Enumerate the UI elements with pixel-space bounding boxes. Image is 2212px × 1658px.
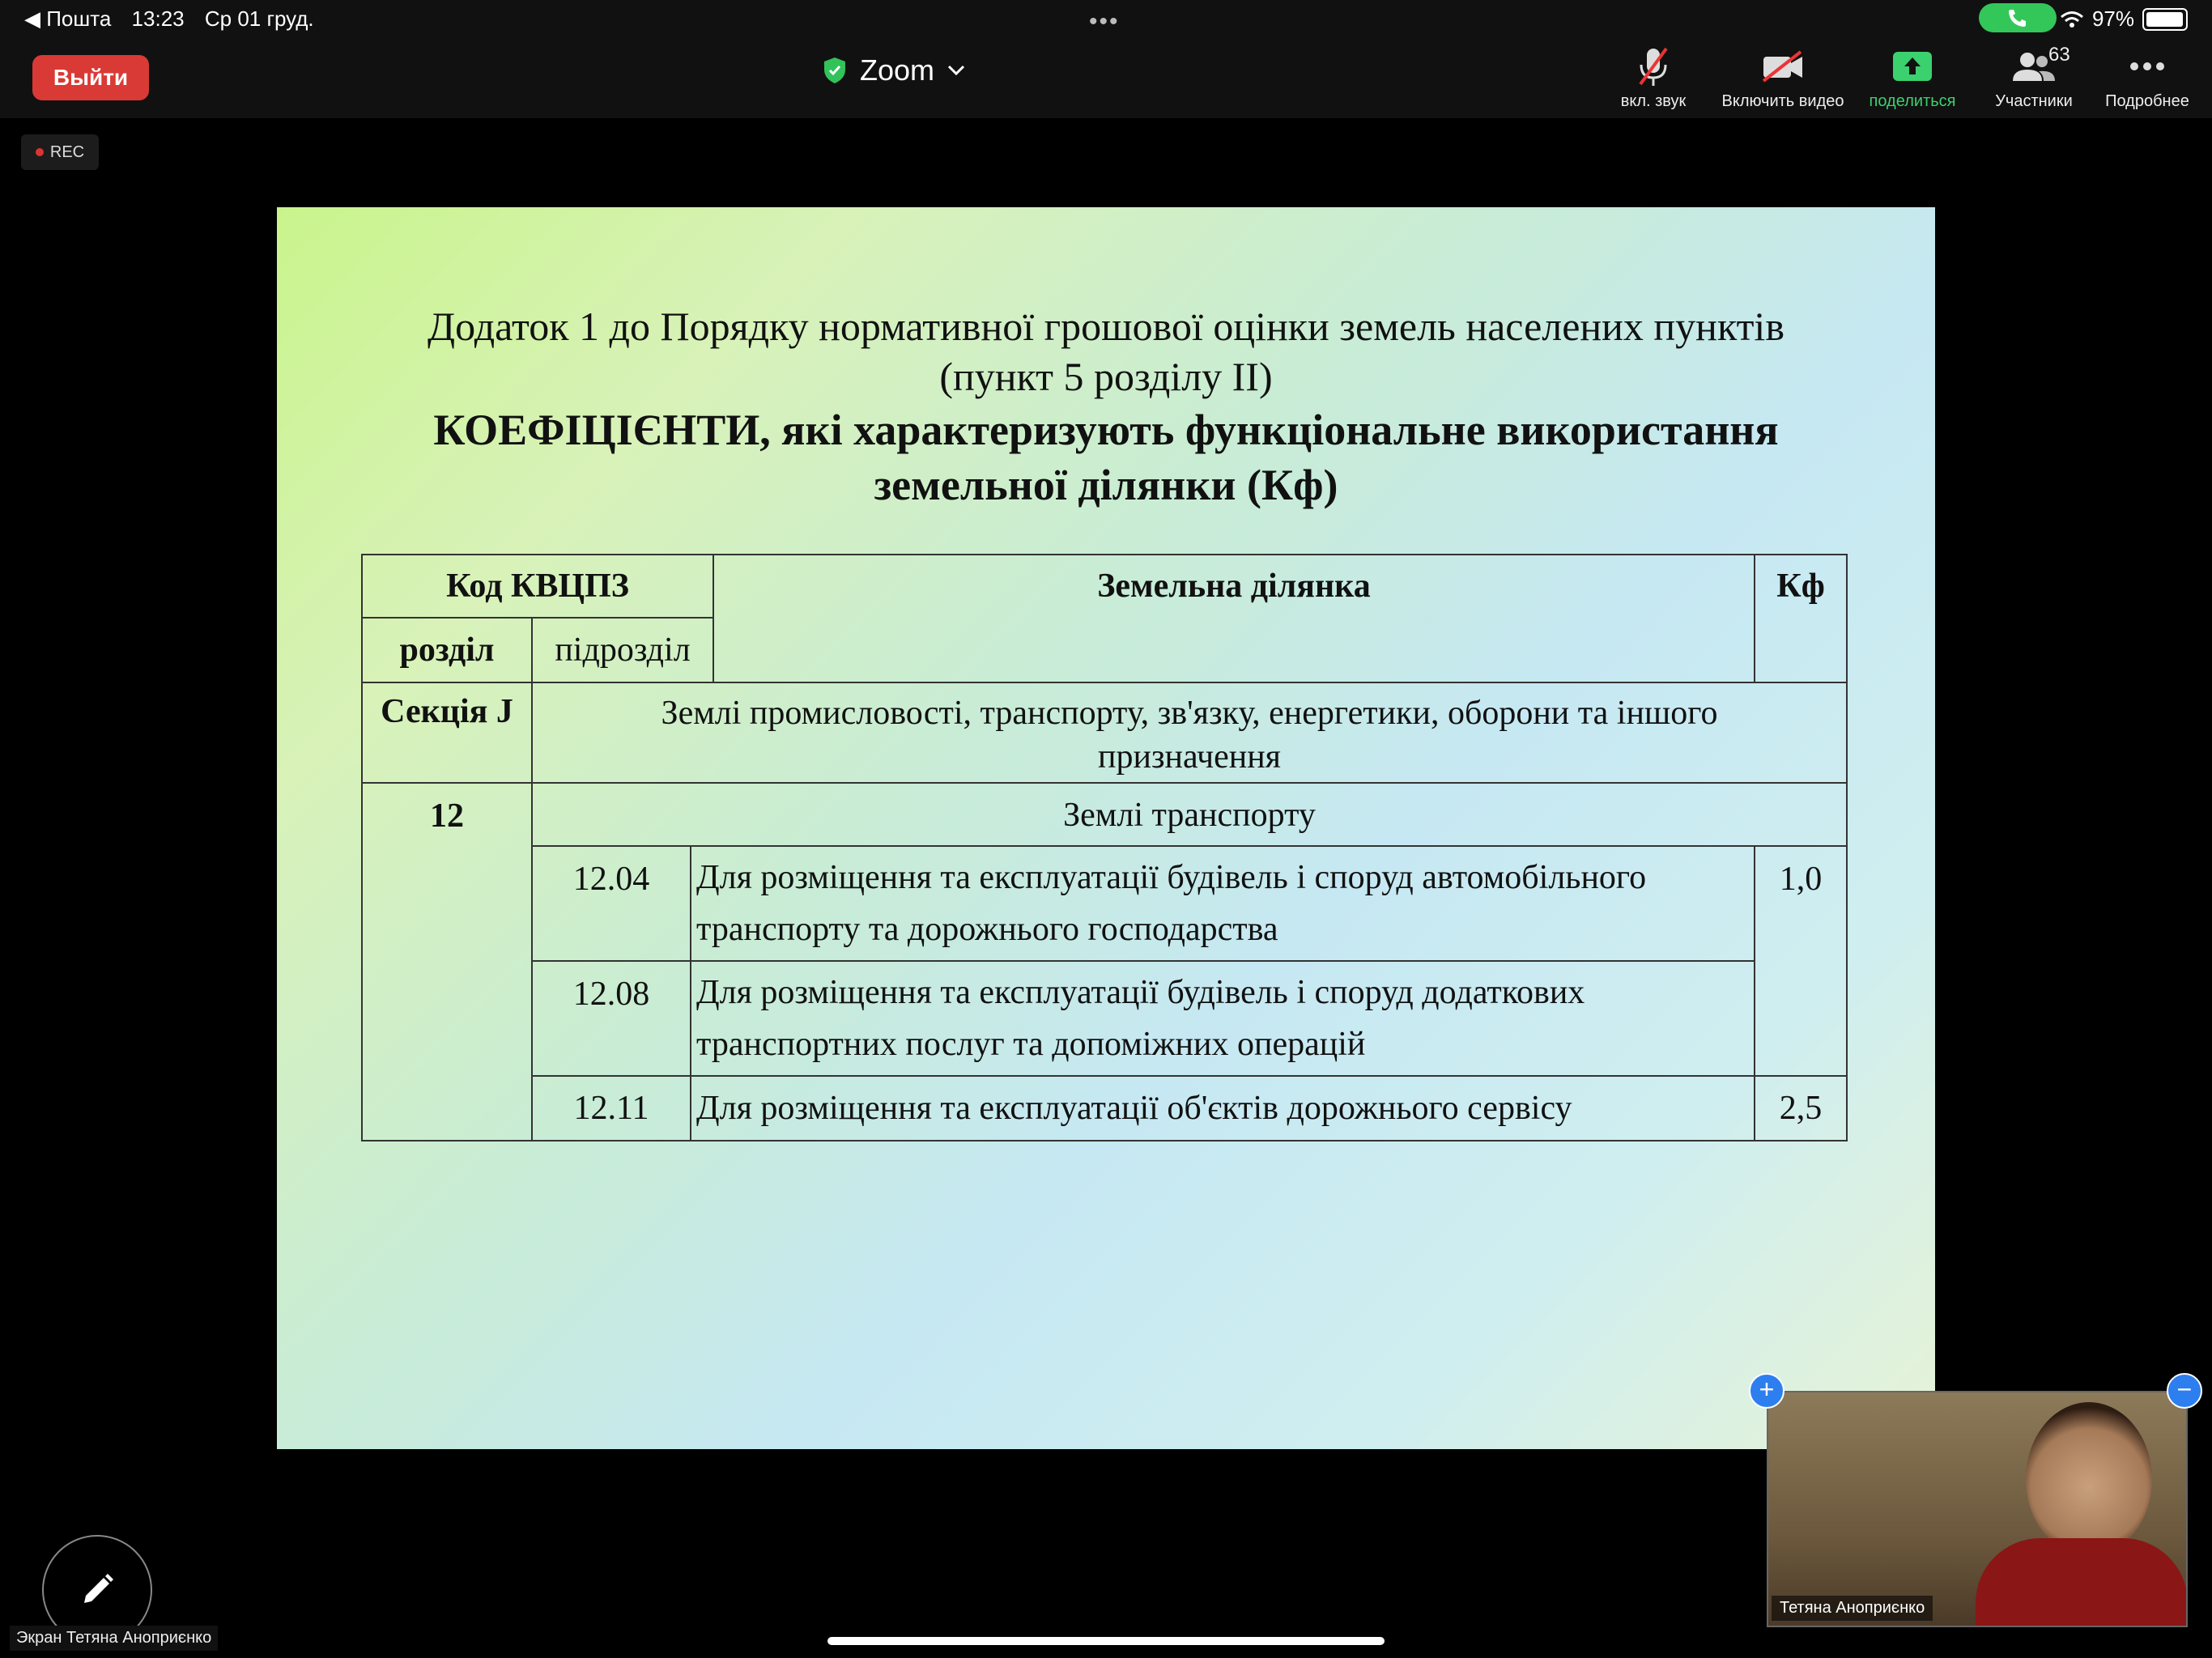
row-12-08-description-line-1: Для розміщення та експлуатації будівель і споруд додаткових <box>696 974 1585 1011</box>
status-bar-left <box>24 6 329 32</box>
shield-check-icon <box>823 57 847 84</box>
pencil-icon <box>78 1571 117 1609</box>
row-12-08-code: 12.08 <box>531 960 691 1077</box>
row-12-08-description <box>690 960 1755 1077</box>
more-button[interactable] <box>2074 45 2212 111</box>
row-12-11-code: 12.11 <box>531 1075 691 1141</box>
battery-icon <box>2142 8 2188 31</box>
participants-count: 63 <box>2048 44 2070 66</box>
battery-percent: 97% <box>2091 6 2134 31</box>
home-indicator[interactable] <box>827 1637 1385 1645</box>
status-date: Ср 01 груд. <box>204 6 314 31</box>
slide-heading-line-2: (пункт 5 розділу II) <box>939 354 1273 399</box>
expand-video-button[interactable]: + <box>1749 1373 1784 1409</box>
more-label: Подробнее <box>2105 92 2189 110</box>
call-status-pill[interactable] <box>1979 3 2057 32</box>
start-video-label: Включить видео <box>1721 92 1844 110</box>
section-j-description-line-1: Землі промисловості, транспорту, зв'язку, енергетики, оборони та іншого <box>661 695 1718 732</box>
section-j-description-line-2: призначення <box>1097 738 1282 776</box>
phone-icon <box>2006 8 2027 28</box>
row-12-04-description-line-2: транспорту та дорожнього господарства <box>696 911 1278 948</box>
unmute-button[interactable] <box>1580 45 1726 111</box>
row-12-04-kf: 1,0 <box>1754 845 1848 1077</box>
table-header-plot: Земельна ділянка <box>713 554 1755 683</box>
muted-mic-icon <box>1580 45 1726 87</box>
start-video-button[interactable] <box>1710 45 1856 111</box>
row-12-11-description: Для розміщення та експлуатації об'єктів дорожнього сервісу <box>690 1075 1755 1141</box>
recording-indicator <box>21 134 99 170</box>
status-bar-right <box>2060 6 2188 32</box>
row-12-04-description-line-1: Для розміщення та експлуатації будівель і споруд автомобільного <box>696 859 1647 896</box>
shared-screen-slide <box>277 207 1935 1449</box>
slide-heading-line-1: Додаток 1 до Порядку нормативної грошової оцінки земель населених пунктів <box>428 304 1784 349</box>
battery-level <box>2146 12 2183 27</box>
exit-meeting-button[interactable]: Выйти <box>32 55 149 100</box>
video-participant-name: Тетяна Аноприєнко <box>1772 1596 1933 1621</box>
slide-title-line-1: КОЕФІЦІЄНТИ, які характеризують функціональне використання <box>433 406 1779 454</box>
recording-label: REC <box>49 142 85 161</box>
section-j-cell: Секція J <box>361 682 533 784</box>
slide-title-line-2: земельної ділянки (Кф) <box>874 461 1338 509</box>
minimize-video-button[interactable]: − <box>2167 1373 2202 1409</box>
video-off-icon <box>1710 45 1856 87</box>
participants-label: Участники <box>1995 92 2073 110</box>
row-12-04-description <box>690 845 1755 962</box>
meeting-title-text: Zoom <box>860 53 935 87</box>
status-time: 13:23 <box>131 6 185 31</box>
row-12-description: Землі транспорту <box>531 782 1848 847</box>
participant-face <box>2026 1402 2152 1556</box>
table-header-code: Код КВЦПЗ <box>361 554 714 619</box>
participant-body <box>1976 1538 2188 1627</box>
wifi-icon <box>2060 11 2084 28</box>
meeting-title[interactable] <box>823 53 965 87</box>
share-screen-label: поделиться <box>1869 92 1956 110</box>
table-header-subsection: підрозділ <box>531 617 714 683</box>
self-video-tile[interactable] <box>1767 1391 2188 1627</box>
more-dots-icon <box>2074 45 2212 87</box>
row-12-11-kf: 2,5 <box>1754 1075 1848 1141</box>
row-12-08-description-line-2: транспортних послуг та допоміжних операцій <box>696 1026 1366 1063</box>
table-header-kf: Кф <box>1754 554 1848 683</box>
record-dot-icon <box>36 148 44 156</box>
multitasking-dots-icon[interactable]: ••• <box>1089 8 1120 35</box>
screen-share-owner-label: Экран Тетяна Аноприєнко <box>10 1626 218 1651</box>
section-j-description <box>531 682 1848 784</box>
chevron-down-icon <box>947 65 965 76</box>
row-12-code: 12 <box>361 782 533 1141</box>
table-header-section: розділ <box>361 617 533 683</box>
row-12-04-code: 12.04 <box>531 845 691 962</box>
back-to-mail-link[interactable]: ◀ Пошта <box>24 6 112 31</box>
unmute-label: вкл. звук <box>1620 92 1687 110</box>
